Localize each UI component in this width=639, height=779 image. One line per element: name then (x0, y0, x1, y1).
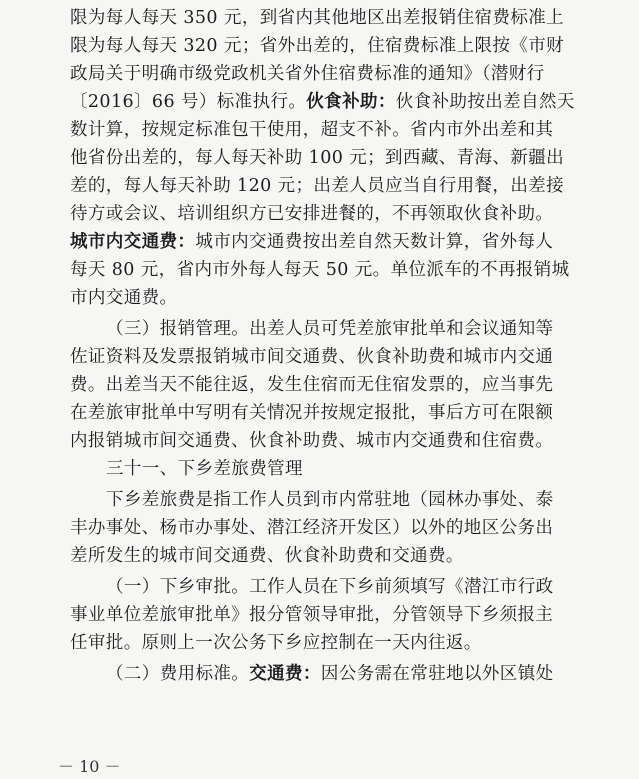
text-line (0, 604, 639, 626)
text-line (0, 374, 639, 396)
text-line (0, 91, 639, 113)
text-run: 任审批。原则上一次公务下乡应控制在一天内往返。 (70, 633, 482, 653)
text-run: 下乡差旅费是指工作人员到市内常驻地（园林办事处、泰 (106, 490, 554, 510)
text-run: 费。出差当天不能往返，发生住宿而无住宿发票的，应当事先 (70, 375, 554, 395)
text-line (0, 147, 639, 169)
text-line (0, 663, 639, 685)
text-run: 市内交通费。 (70, 288, 178, 308)
text-line (0, 231, 639, 253)
text-run: 他省份出差的，每人每天补助 100 元；到西藏、青海、新疆出 (70, 148, 565, 168)
text-line (0, 576, 639, 598)
text-run: 〔2016〕66 号）标准执行。 (70, 92, 307, 112)
text-run: 数计算，按规定标准包干使用，超支不补。省内市外出差和其 (70, 120, 554, 140)
text-line (0, 259, 639, 281)
text-line (0, 632, 639, 654)
text-line (0, 430, 639, 452)
text-run: 因公务需在常驻地以外区镇处 (320, 664, 554, 684)
text-line (0, 35, 639, 57)
text-run: 丰办事处、杨市办事处、潜江经济开发区）以外的地区公务出 (70, 518, 554, 538)
text-line (0, 489, 639, 511)
text-run: 佐证资料及发票报销城市间交通费、伙食补助费和城市内交通 (70, 347, 554, 367)
text-line (0, 458, 639, 480)
text-line (0, 287, 639, 309)
text-run: 政局关于明确市级党政机关省外住宿费标准的通知》（潜财行 (70, 64, 545, 84)
text-line (0, 203, 639, 225)
text-run: 城市内交通费按出差自然天数计算，省外每人 (195, 232, 554, 252)
text-line (0, 517, 639, 539)
text-line (0, 7, 639, 29)
text-line (0, 545, 639, 567)
text-run: 限为每人每天 320 元；省外出差的，住宿费标准上限按《市财 (70, 36, 565, 56)
bold-heading-run: 交通费： (249, 664, 321, 684)
text-run: 在差旅审批单中写明有关情况并按规定报批，事后方可在限额 (70, 403, 554, 423)
text-run: 三十一、下乡差旅费管理 (106, 459, 303, 479)
text-line (0, 119, 639, 141)
text-run: 事业单位差旅审批单》报分管领导审批，分管领导下乡须报主 (70, 605, 554, 625)
text-run: 差所发生的城市间交通费、伙食补助费和交通费。 (70, 546, 464, 566)
text-run: 差的，每人每天补助 120 元；出差人员应当自行用餐，出差接 (70, 176, 565, 196)
text-line (0, 318, 639, 340)
text-run: （一）下乡审批。工作人员在下乡前须填写《潜江市行政 (106, 577, 554, 597)
bold-heading-run: 伙食补助： (306, 92, 396, 112)
text-run: （三）报销管理。出差人员可凭差旅审批单和会议通知等 (106, 319, 554, 339)
text-line (0, 346, 639, 368)
text-run: 伙食补助按出差自然天 (395, 92, 575, 112)
text-run: 内报销城市间交通费、伙食补助费、城市内交通费和住宿费。 (70, 431, 554, 451)
page-number: － 10 － (58, 757, 121, 776)
bold-heading-run: 城市内交通费： (70, 232, 196, 252)
text-line (0, 402, 639, 424)
text-run: 待方或会议、培训组织方已安排进餐的，不再领取伙食补助。 (70, 204, 554, 224)
text-line (0, 63, 639, 85)
text-line (0, 175, 639, 197)
text-run: 限为每人每天 350 元，到省内其他地区出差报销住宿费标准上 (70, 8, 565, 28)
text-run: 每天 80 元，省内市外每人每天 50 元。单位派车的不再报销城 (70, 260, 570, 280)
text-run: （二）费用标准。 (106, 664, 250, 684)
